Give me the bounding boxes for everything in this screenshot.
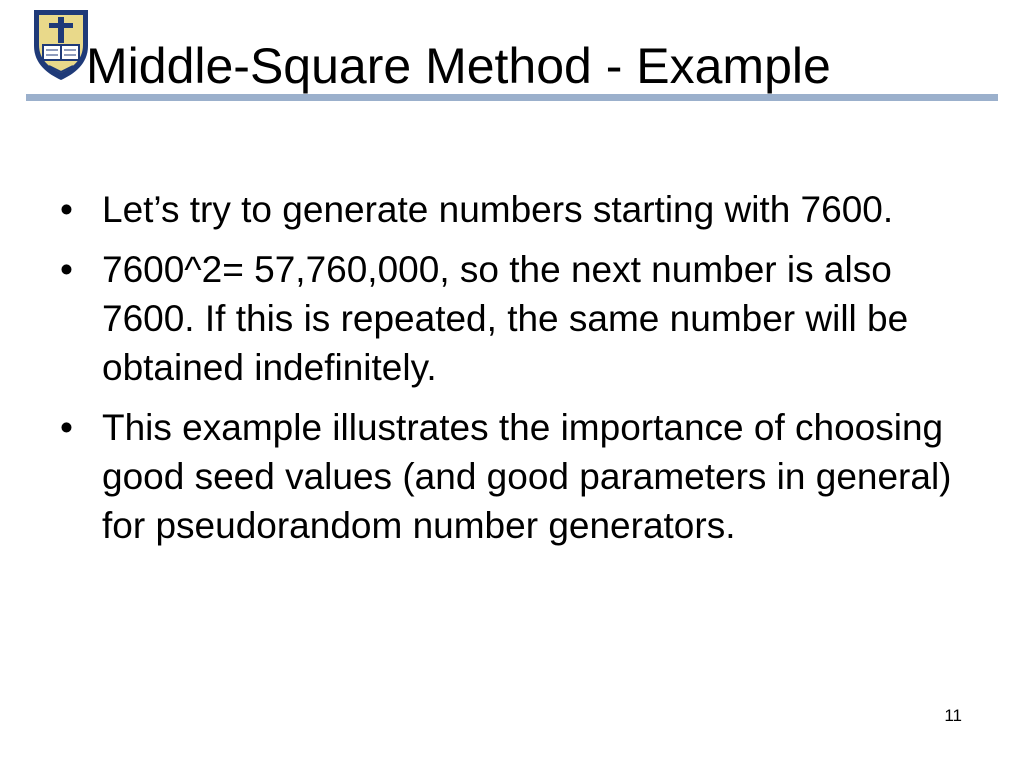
slide-page-number: 11 [944, 706, 962, 725]
bullet-text: 7600^2= 57,760,000, so the next number is also 7600. If this is repeated, the same number will be obtained indefinitely. [102, 249, 909, 388]
bullet-text: Let’s try to generate numbers starting with 7600. [102, 189, 894, 230]
bullet-marker: • [60, 189, 73, 230]
bullet-marker: • [60, 407, 73, 448]
university-crest-icon [30, 6, 92, 82]
slide-title: Middle-Square Method - Example [86, 38, 831, 94]
bullet-item [60, 185, 960, 234]
bullet-marker: • [60, 249, 73, 290]
bullet-text: This example illustrates the importance of choosing good seed values (and good parameters in general) for pseudorandom number generators. [102, 407, 952, 546]
bullet-item [60, 403, 960, 550]
title-underline-rule [26, 94, 998, 101]
bullet-list [60, 185, 960, 561]
bullet-item [60, 245, 960, 392]
